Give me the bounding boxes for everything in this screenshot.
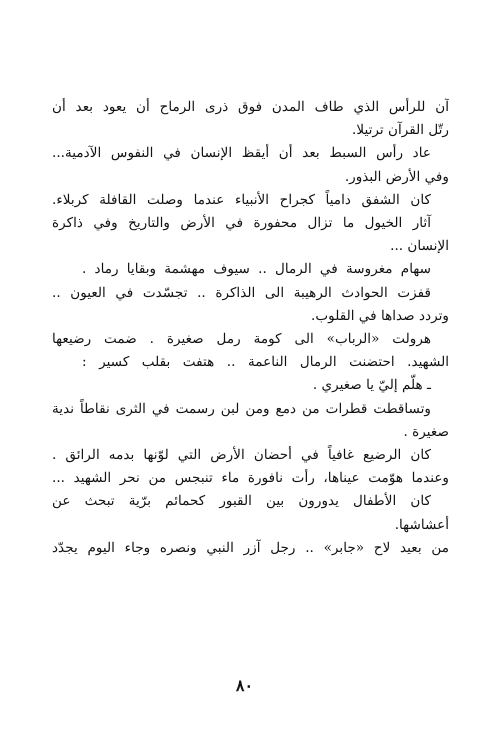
text-line-12: الشهيد. احتضنت الرمال الناعمة .. هتفت بقلب كسير : [82,354,449,371]
text-line-20: من بعيد لاح «جابر» .. رجل آزر النبي ونصره وجاء اليوم يجدّد [52,539,449,556]
text-line-19: أعشاشها. [394,516,449,533]
text-line-13: ـ هلّم إليّ يا صغيري . [312,377,431,394]
text-line-4: وفي الأرض البذور. [344,168,449,185]
text-line-7: الإنسان ... [390,238,449,255]
text-line-8: سهام مغروسة في الرمال .. سيوف مهشمة وبقايا رماد . [82,261,431,278]
text-line-15: صغيرة . [403,423,449,440]
text-line-3: عاد رأس السبط بعد أن أيقظ الإنسان في النفوس الآدمية... [52,145,431,162]
text-line-16: كان الرضيع غافياً في أحضان الأرض التي لوّنها بدمه الرائق . [52,447,431,464]
text-line-5: كان الشفق دامياً كجراح الأنبياء عندما وصلت القافلة كربلاء. [52,191,431,208]
text-line-14: وتساقطت قطرات من دمع ومن لبن رسمت في الثرى نقاطاً ندية [52,400,431,417]
page-number: ٨٠ [235,676,254,695]
text-line-1: آن للرأس الذي طاف المدن فوق ذرى الرماح أن يعود بعد أن [52,99,449,115]
text-line-17: وعندما هوّمت عيناها، رأت نافورة ماء تنبجس من نحر الشهيد ... [52,470,449,487]
text-line-10: وتردد صداها في القلوب. [311,307,449,324]
text-line-18: كان الأطفال يدورون بين القبور كحمائم برّية تبحث عن [52,493,431,510]
page-body [52,96,449,560]
text-line-9: قفزت الحوادث الرهيبة الى الذاكرة .. تجسّدت في العيون .. [52,284,431,301]
text-line-2: رتّل القرآن ترتيلا. [352,122,449,139]
text-line-11: هرولت «الرباب» الى كومة رمل صغيرة . ضمت رضيعها [52,331,431,348]
text-line-6: آثار الخيول ما تزال محفورة في الأرض والتاريخ وفي ذاكرة [52,215,431,232]
